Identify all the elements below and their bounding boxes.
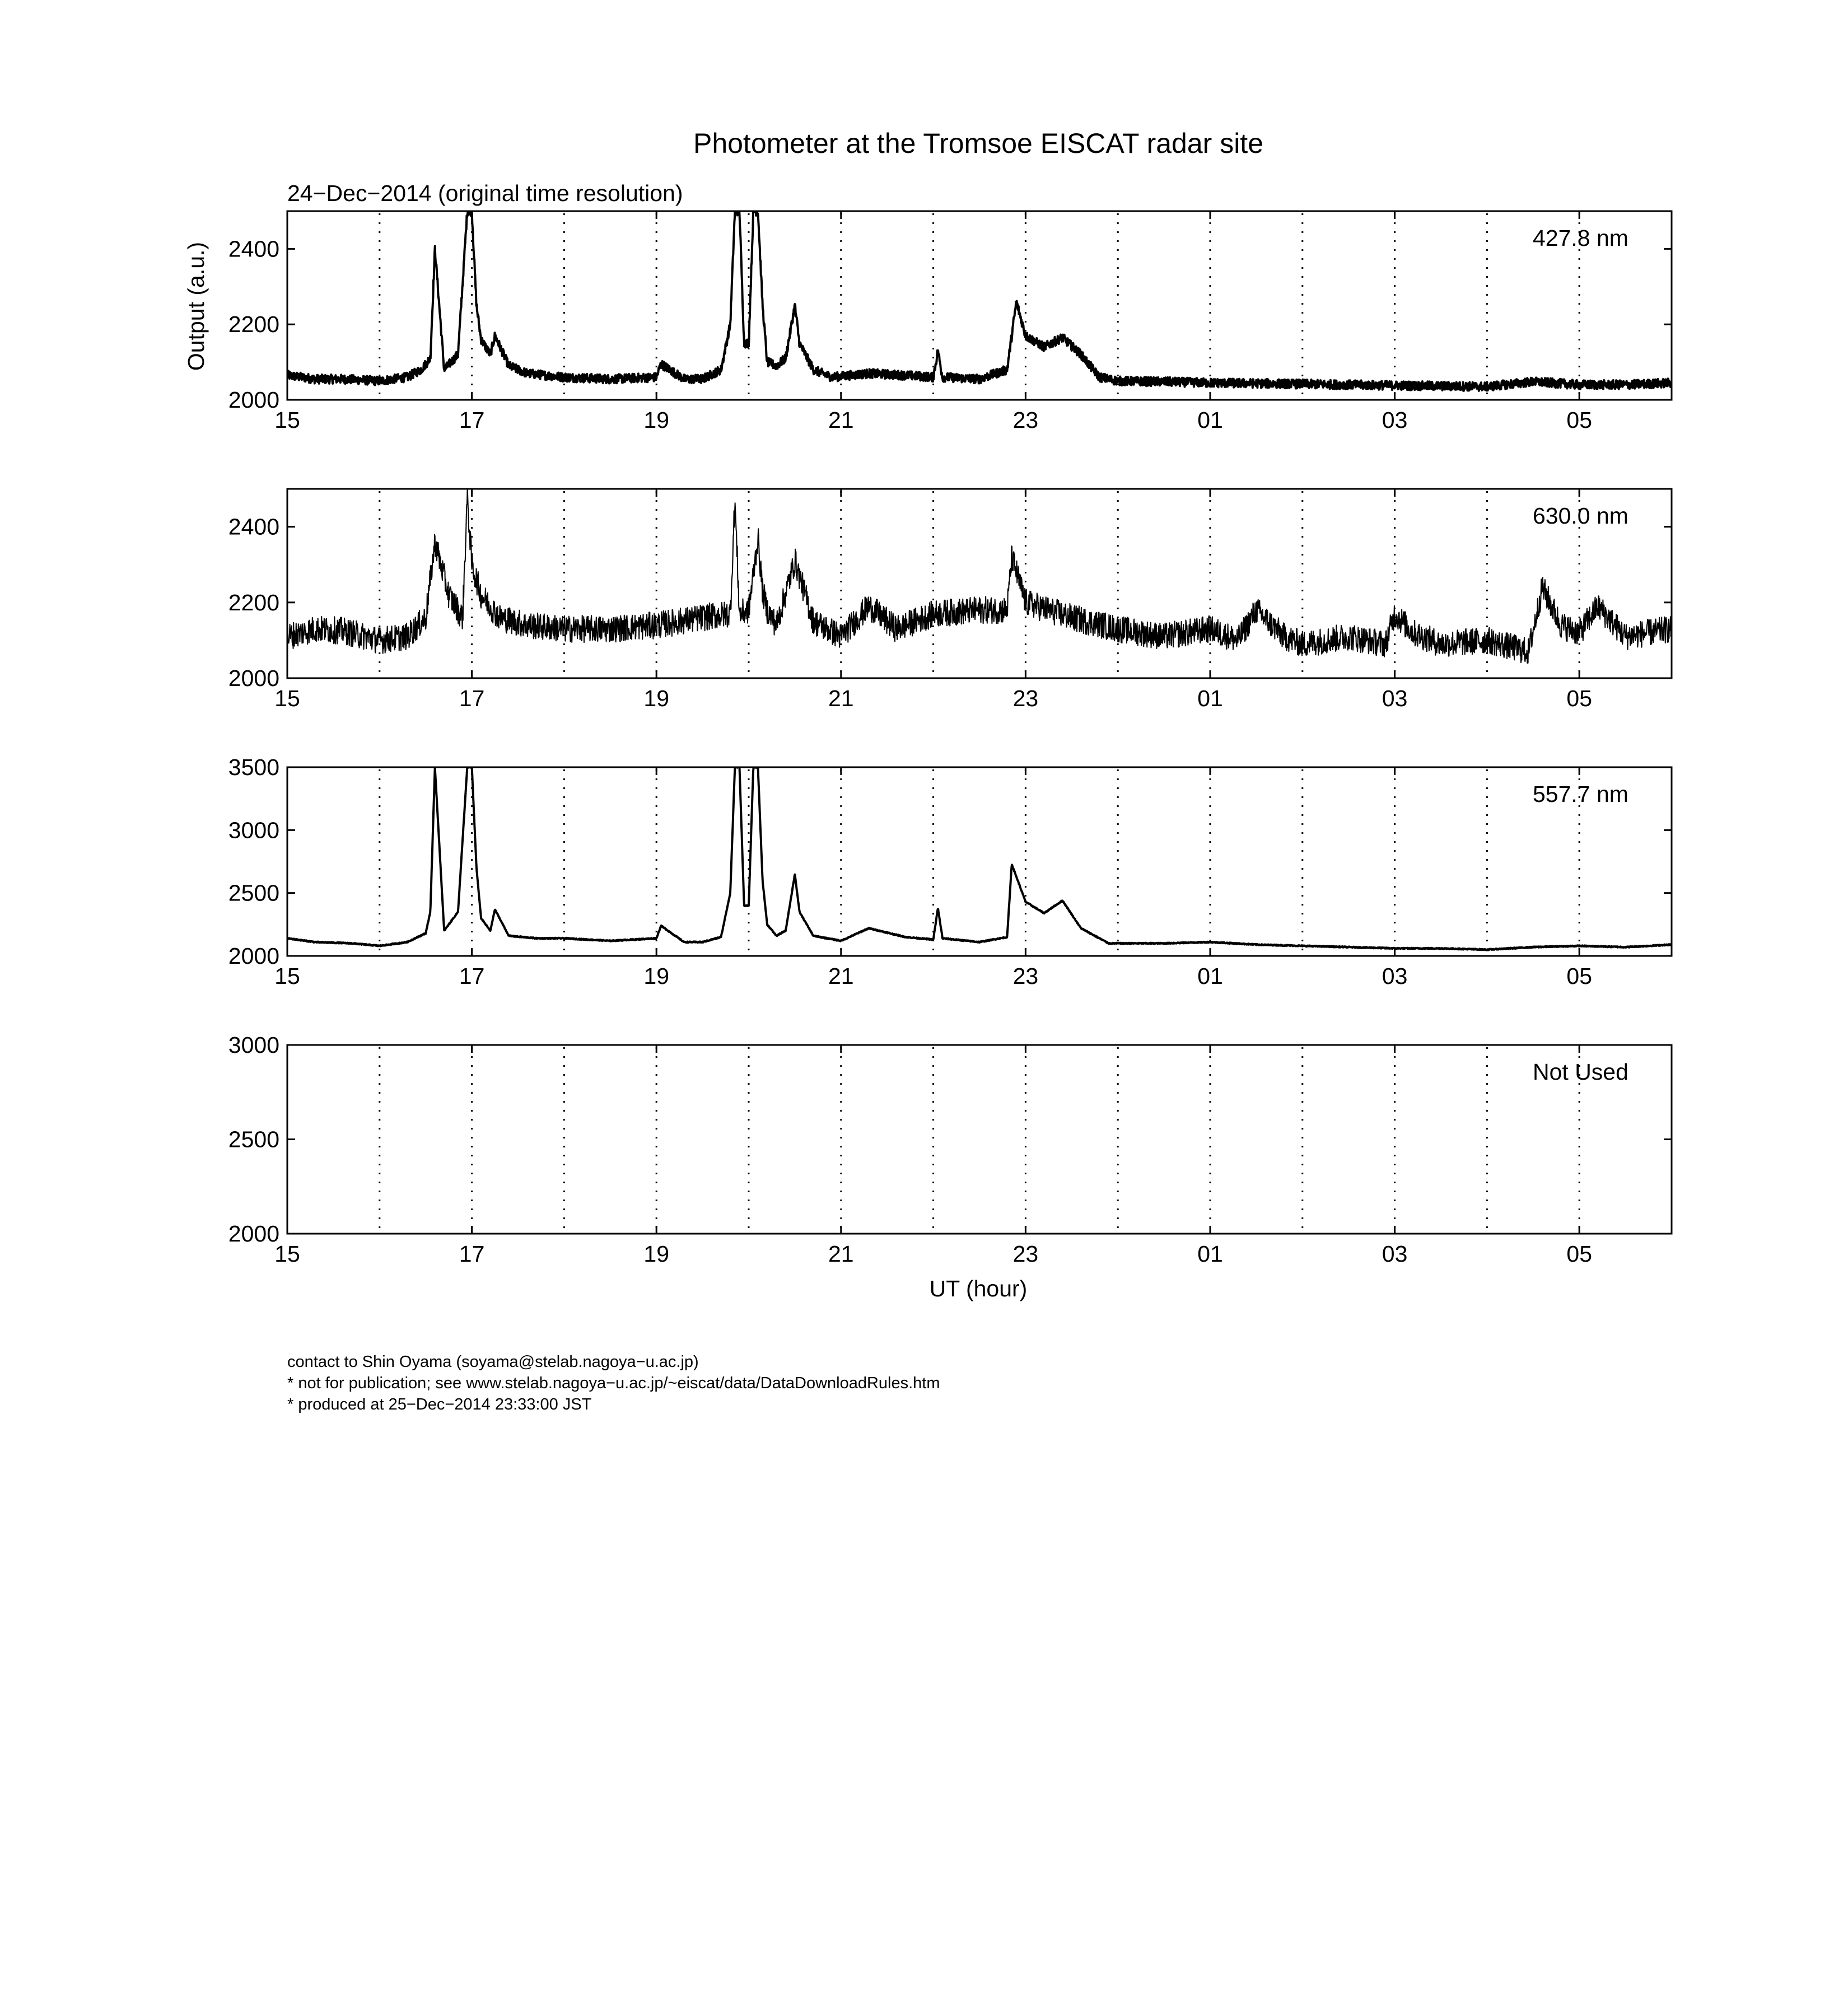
x-tick-label: 03 [1382, 685, 1408, 711]
figure-title: Photometer at the Tromsoe EISCAT radar site [693, 128, 1264, 159]
x-tick-label: 23 [1012, 963, 1039, 989]
x-tick-label: 19 [643, 963, 670, 989]
x-tick-label: 17 [459, 685, 485, 711]
x-tick-label: 03 [1382, 1241, 1408, 1267]
x-tick-label: 15 [274, 963, 300, 989]
channel-label: 557.7 nm [1533, 781, 1628, 807]
x-tick-label: 17 [459, 407, 485, 433]
y-tick-label: 2200 [228, 311, 279, 338]
x-tick-label: 23 [1012, 685, 1039, 711]
x-tick-label: 03 [1382, 963, 1408, 989]
y-tick-label: 2000 [228, 943, 279, 969]
x-tick-label: 05 [1566, 1241, 1593, 1267]
x-tick-label: 15 [274, 407, 300, 433]
x-tick-label: 05 [1566, 963, 1593, 989]
x-tick-label: 19 [643, 685, 670, 711]
x-tick-label: 01 [1197, 1241, 1223, 1267]
x-tick-label: 21 [828, 1241, 854, 1267]
footer-rules: * not for publication; see www.stelab.nagoya−u.ac.jp/~eiscat/data/DataDownloadRules.htm [287, 1374, 940, 1392]
y-tick-label: 2500 [228, 1126, 279, 1152]
x-tick-label: 01 [1197, 685, 1223, 711]
footer-contact: contact to Shin Oyama (soyama@stelab.nagoya−u.ac.jp) [287, 1353, 699, 1371]
y-tick-label: 2000 [228, 387, 279, 413]
x-tick-label: 17 [459, 963, 485, 989]
x-tick-label: 15 [274, 1241, 300, 1267]
x-axis-label: UT (hour) [929, 1276, 1028, 1301]
x-tick-label: 05 [1566, 407, 1593, 433]
y-tick-label: 3000 [228, 817, 279, 843]
y-tick-label: 3500 [228, 754, 279, 780]
y-tick-label: 2200 [228, 589, 279, 615]
x-tick-label: 15 [274, 685, 300, 711]
x-tick-label: 01 [1197, 963, 1223, 989]
x-tick-label: 01 [1197, 407, 1223, 433]
footer-produced: * produced at 25−Dec−2014 23:33:00 JST [287, 1396, 592, 1413]
x-tick-label: 23 [1012, 407, 1039, 433]
x-tick-label: 19 [643, 1241, 670, 1267]
figure-subtitle: 24−Dec−2014 (original time resolution) [287, 180, 683, 206]
x-tick-label: 21 [828, 963, 854, 989]
y-tick-label: 2000 [228, 1221, 279, 1247]
x-tick-label: 17 [459, 1241, 485, 1267]
channel-label: 630.0 nm [1533, 503, 1628, 529]
x-tick-label: 03 [1382, 407, 1408, 433]
y-tick-label: 3000 [228, 1032, 279, 1058]
x-tick-label: 21 [828, 407, 854, 433]
y-tick-label: 2400 [228, 236, 279, 262]
x-tick-label: 21 [828, 685, 854, 711]
x-tick-label: 05 [1566, 685, 1593, 711]
y-tick-label: 2400 [228, 514, 279, 540]
y-tick-label: 2500 [228, 880, 279, 906]
channel-label: Not Used [1533, 1059, 1628, 1085]
y-tick-label: 2000 [228, 665, 279, 691]
x-tick-label: 19 [643, 407, 670, 433]
channel-label: 427.8 nm [1533, 225, 1628, 251]
x-tick-label: 23 [1012, 1241, 1039, 1267]
y-axis-label: Output (a.u.) [183, 241, 209, 371]
